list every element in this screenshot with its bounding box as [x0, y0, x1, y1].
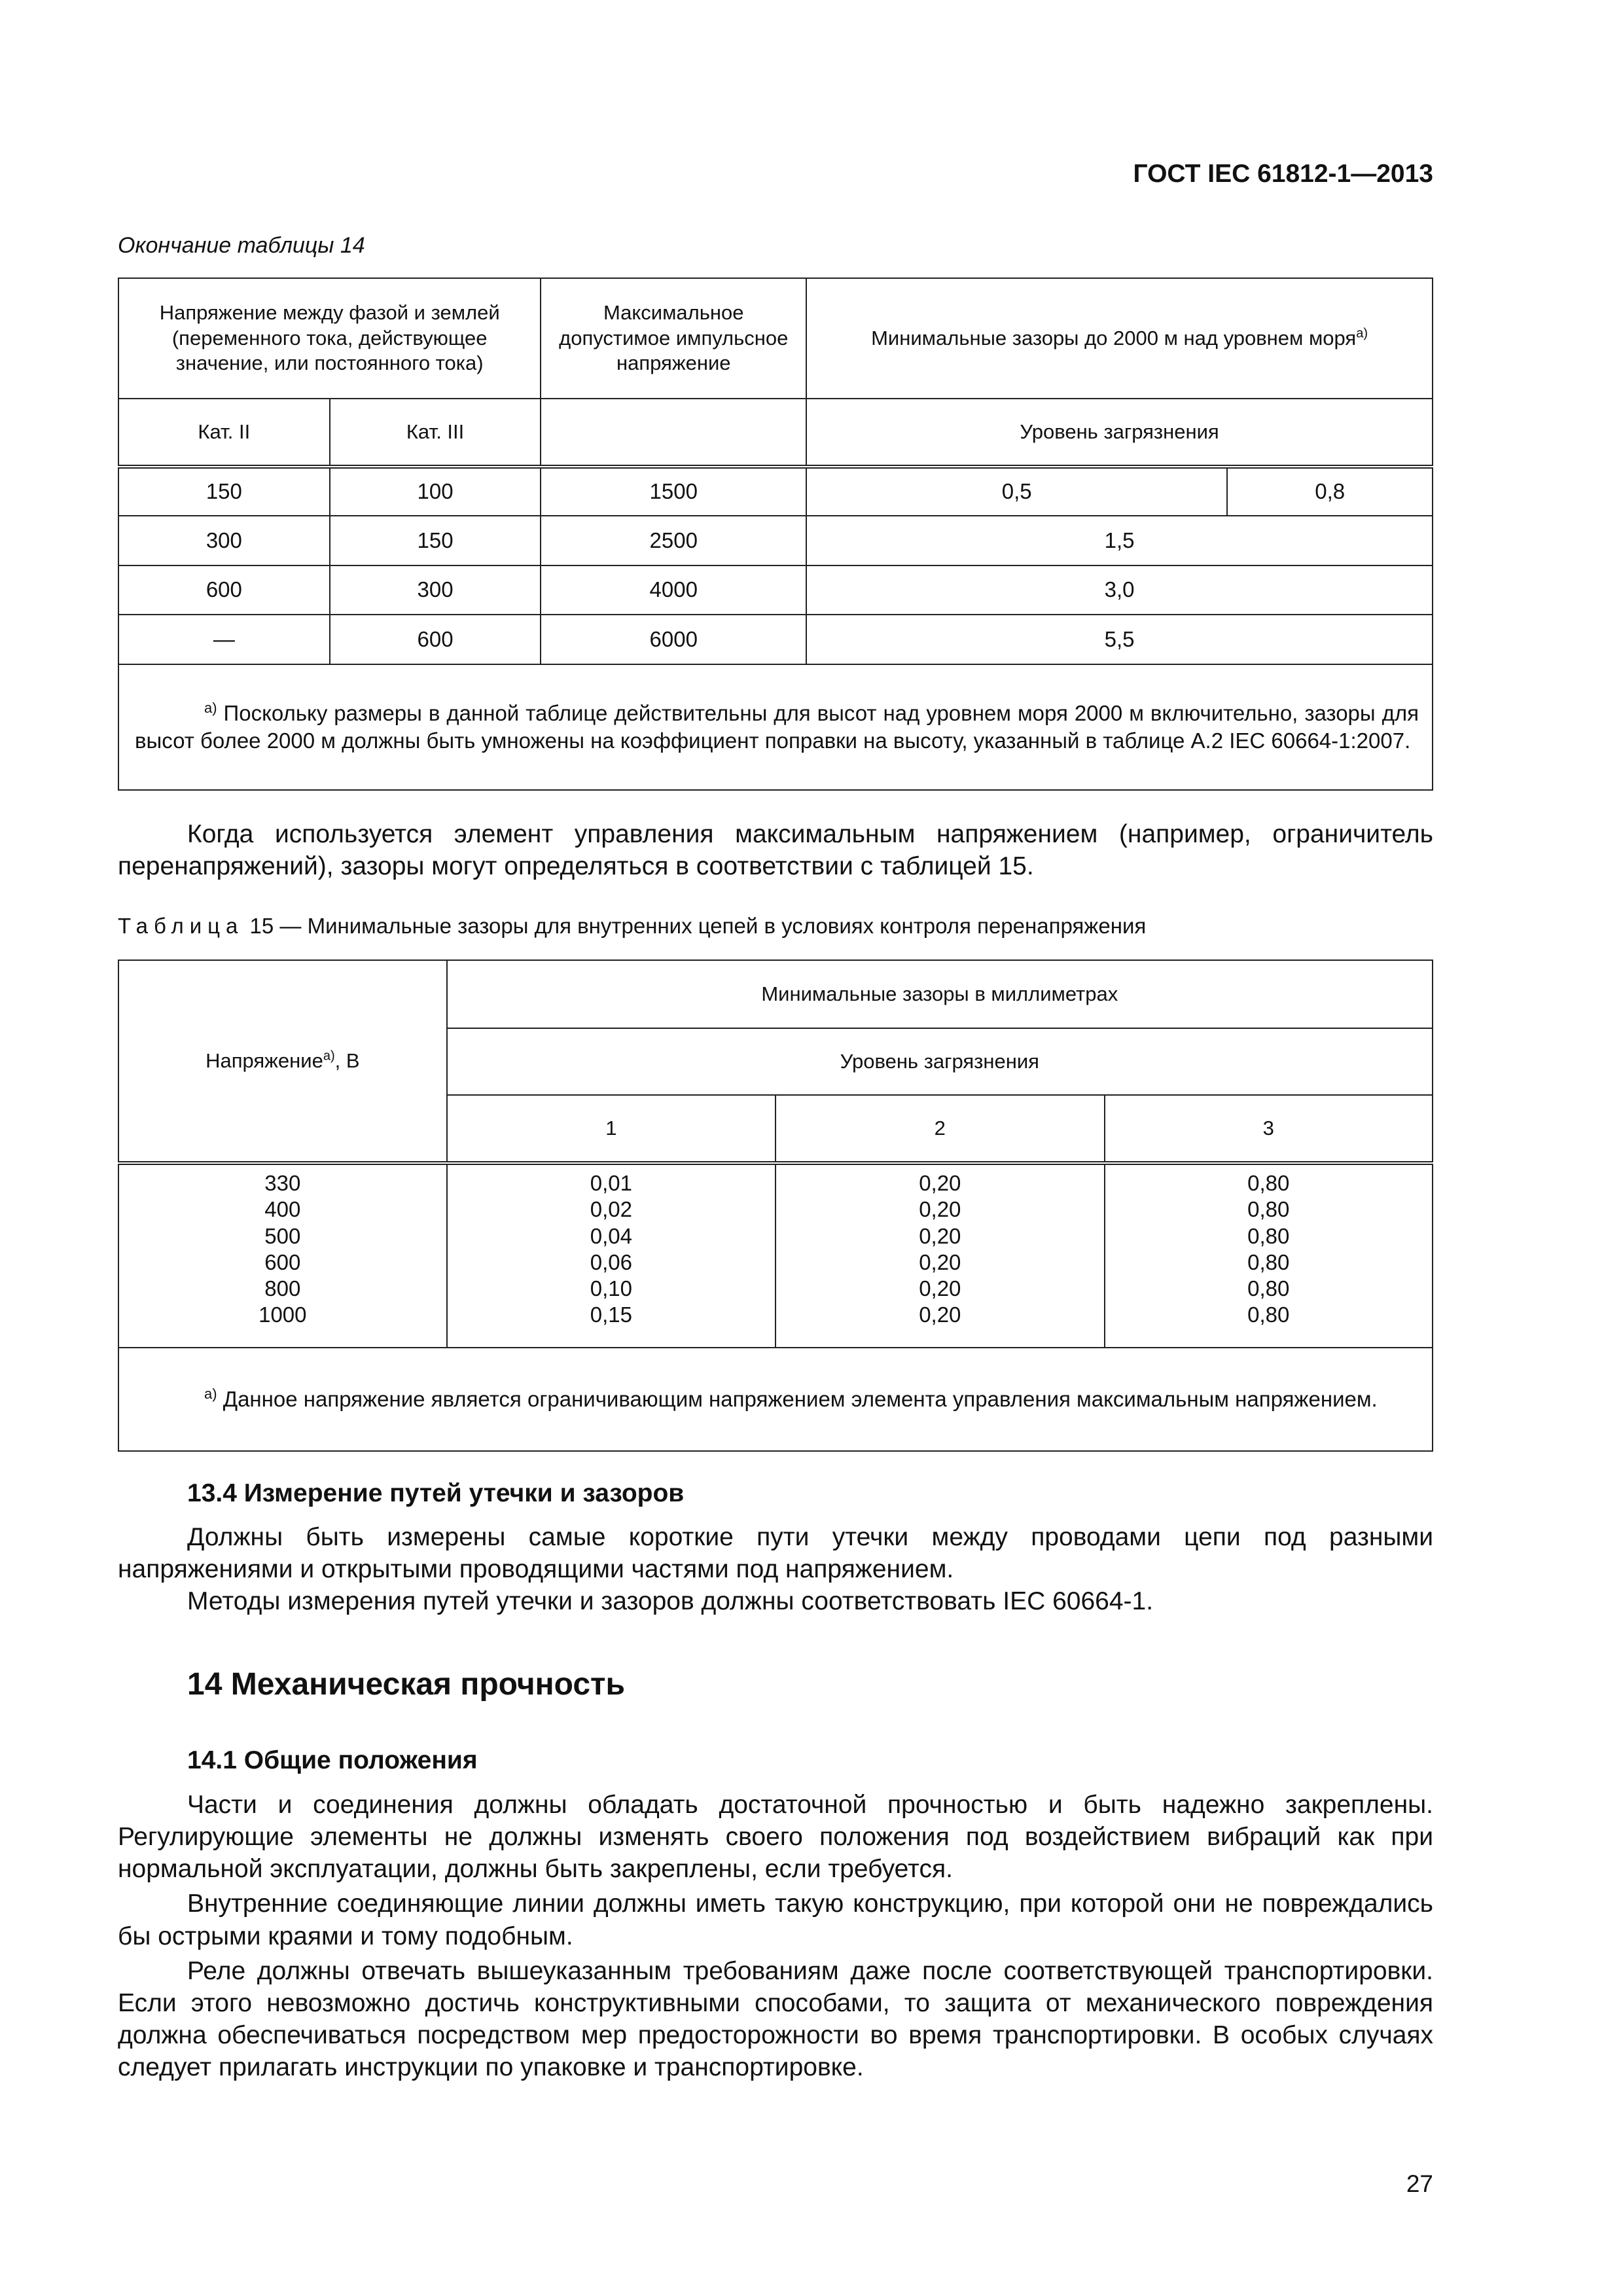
table-14 — [118, 278, 1433, 791]
header-pollution-level: Уровень загрязнения — [447, 1028, 1433, 1095]
header-voltage-text: Напряжение — [205, 1049, 323, 1072]
paragraph-text: Части и соединения должны обладать достаточной прочностью и быть надежно закреплены. Регулирующие элементы не должны изменять своего положения под воздействием вибраций как при нормальной эксплуатации, должны быть закреплены, если требуется. — [118, 1791, 1433, 1884]
cell-impulse: 6000 — [541, 615, 806, 664]
cell-impulse: 1500 — [541, 467, 806, 516]
cell-clearance: 3,0 — [806, 565, 1433, 615]
header-level-1: 1 — [447, 1095, 776, 1163]
table-row — [118, 565, 1433, 615]
table-row — [118, 467, 1433, 516]
cell-cat3: 300 — [330, 565, 541, 615]
section-13-4-body — [118, 1521, 1433, 1617]
caption-text: 15 — Минимальные зазоры для внутренних цепей в условиях контроля перенапряжения — [243, 914, 1147, 938]
cell-clearance: 1,5 — [806, 516, 1433, 565]
cell-value: 0,20 — [919, 1302, 961, 1327]
header-phase-voltage: Напряжение между фазой и землей (переменного тока, действующее значение, или постоянного тока) — [118, 278, 541, 399]
cell-value: 0,80 — [1247, 1276, 1290, 1300]
cell-value: 0,80 — [1247, 1223, 1290, 1248]
cell-value: 0,06 — [590, 1249, 632, 1274]
cell-cat2: 150 — [118, 467, 330, 516]
paragraph-text: Методы измерения путей утечки и зазоров должны соответствовать IEC 60664-1. — [187, 1587, 1154, 1616]
table-row — [118, 615, 1433, 664]
footnote-cell — [118, 1348, 1433, 1451]
cell-clearance: 0,8 — [1227, 467, 1433, 516]
table-footnote — [118, 1348, 1433, 1451]
cell-clearance: 5,5 — [806, 615, 1433, 664]
cell-value: 330 — [264, 1171, 301, 1195]
footnote-ref: а) — [323, 1049, 335, 1064]
header-voltage — [118, 960, 447, 1163]
footnote-sup: а) — [204, 1386, 217, 1403]
paragraph-text: Внутренние соединяющие линии должны иметь такую конструкцию, при которой они не повреждались бы острыми краями и тому подобным. — [118, 1890, 1433, 1950]
standard-designation: ГОСТ IEC 61812-1—2013 — [1133, 160, 1433, 188]
section-14-title: 14 Механическая прочность — [187, 1667, 626, 1702]
cell-value: 0,80 — [1247, 1197, 1290, 1222]
cell-value: 0,02 — [590, 1197, 632, 1222]
table-continuation-label: Окончание таблицы 14 — [118, 233, 365, 258]
cell-cat2: 300 — [118, 516, 330, 565]
page-number: 27 — [1406, 2170, 1433, 2197]
cell-value: 0,10 — [590, 1276, 632, 1300]
header-cat-3: Кат. III — [330, 399, 541, 467]
cell-value: 0,20 — [919, 1197, 961, 1222]
footnote-marker — [135, 701, 217, 725]
footnote-text: Поскольку размеры в данной таблице действительны для высот над уровнем моря 2000 м включительно, зазоры для высот более 2000 м должны быть умножены на коэффициент поправки на высоту, указанный в таблице А.2 IEC 60664-1:2007. — [135, 701, 1419, 753]
header-level-2: 2 — [776, 1095, 1104, 1163]
level-1-column — [447, 1163, 776, 1348]
table-15 — [118, 960, 1433, 1452]
header-pollution-level: Уровень загрязнения — [806, 399, 1433, 467]
cell-value: 0,80 — [1247, 1249, 1290, 1274]
footnote-text: Данное напряжение является ограничивающим напряжением элемента управления максимальным напряжением. — [217, 1387, 1378, 1412]
cell-value: 500 — [264, 1223, 301, 1248]
cell-value: 1000 — [259, 1302, 307, 1327]
footnote-marker — [135, 1387, 217, 1411]
paragraph-text: Должны быть измерены самые короткие пути утечки между проводами цепи под разными напряжениями и открытыми проводящими частями под напряжением. — [118, 1523, 1433, 1584]
cell-value: 600 — [264, 1249, 301, 1274]
section-14-1-title: 14.1 Общие положения — [187, 1746, 478, 1774]
cell-value: 0,15 — [590, 1302, 632, 1327]
footnote-cell — [118, 664, 1433, 790]
paragraph-text: Когда используется элемент управления максимальным напряжением (например, ограничитель перенапряжений), зазоры могут определяться в соответствии с таблицей 15. — [118, 820, 1433, 881]
table-15-caption — [118, 914, 1146, 939]
level-2-column — [776, 1163, 1104, 1348]
cell-value: 0,20 — [919, 1249, 961, 1274]
header-min-clearance — [806, 278, 1433, 399]
cell-value: 0,20 — [919, 1171, 961, 1195]
header-cat-2: Кат. II — [118, 399, 330, 467]
cell-value: 800 — [264, 1276, 301, 1300]
cell-value: 0,01 — [590, 1171, 632, 1195]
table-row — [118, 1163, 1433, 1348]
header-min-clearance-mm: Минимальные зазоры в миллиметрах — [447, 960, 1433, 1028]
cell-impulse: 2500 — [541, 516, 806, 565]
cell-cat3: 150 — [330, 516, 541, 565]
level-3-column — [1105, 1163, 1433, 1348]
header-voltage-unit: , В — [334, 1049, 360, 1072]
cell-value: 0,04 — [590, 1223, 632, 1248]
cell-value: 0,80 — [1247, 1171, 1290, 1195]
cell-value: 0,80 — [1247, 1302, 1290, 1327]
header-empty-cell — [541, 399, 806, 467]
cell-clearance: 0,5 — [806, 467, 1227, 516]
section-13-4-title: 13.4 Измерение путей утечки и зазоров — [187, 1479, 685, 1507]
section-14-1-body — [118, 1789, 1433, 2083]
footnote-sup: а) — [204, 700, 217, 717]
cell-cat3: 100 — [330, 467, 541, 516]
cell-cat2: — — [118, 615, 330, 664]
header-min-clearance-text: Минимальные зазоры до 2000 м над уровнем моря — [871, 326, 1357, 350]
cell-value: 0,20 — [919, 1276, 961, 1300]
cell-impulse: 4000 — [541, 565, 806, 615]
footnote-ref: а) — [1356, 326, 1368, 341]
header-level-3: 3 — [1105, 1095, 1433, 1163]
table-row — [118, 516, 1433, 565]
cell-cat3: 600 — [330, 615, 541, 664]
paragraph-overvoltage — [118, 818, 1433, 882]
paragraph-text: Реле должны отвечать вышеуказанным требованиям даже после соответствующей транспортировки. Если этого невозможно достичь конструктивными способами, то защита от механического повреждения должна обеспечиваться посредством мер предосторожности во время транспортировки. В особых случаях следует прилагать инструкции по упаковке и транспортировке. — [118, 1956, 1433, 2081]
cell-value: 400 — [264, 1197, 301, 1222]
caption-word: Таблица — [118, 914, 244, 938]
cell-cat2: 600 — [118, 565, 330, 615]
header-max-impulse: Максимальное допустимое импульсное напряжение — [541, 278, 806, 399]
table-footnote — [118, 664, 1433, 790]
cell-value: 0,20 — [919, 1223, 961, 1248]
voltage-column — [118, 1163, 447, 1348]
